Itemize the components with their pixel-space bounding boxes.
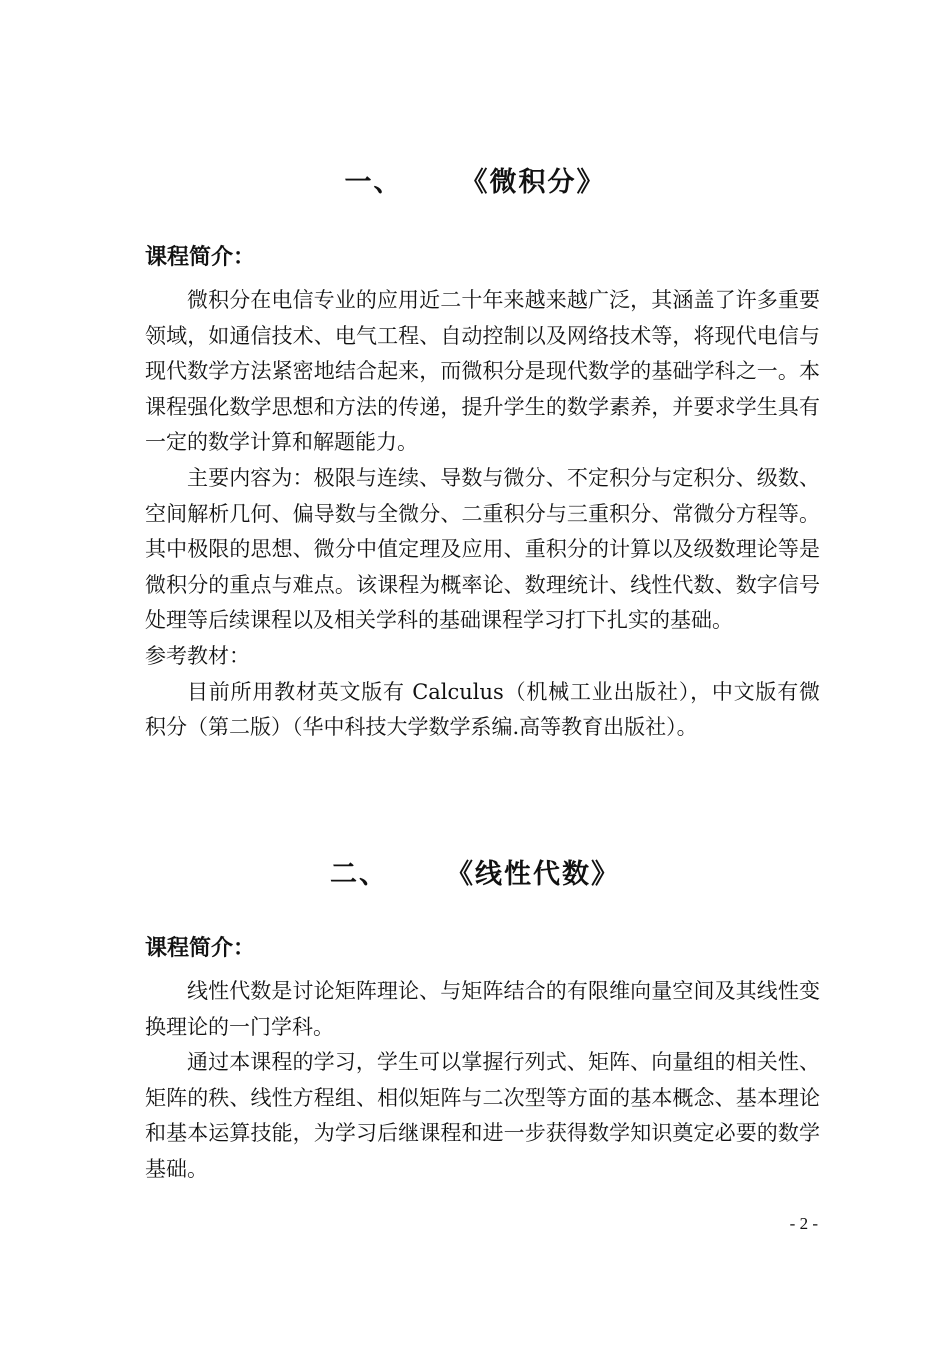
section2-body	[145, 974, 820, 1188]
section1-title: 《微积分》	[460, 167, 606, 198]
section1-paragraph-2: 主要内容为：极限与连续、导数与微分、不定积分与定积分、级数、空间解析几何、偏导数与全微分、二重积分与三重积分、常微分方程等。其中极限的思想、微分中值定理及应用、重积分的计算以及级数理论等是微积分的重点与难点。该课程为概率论、数理统计、线性代数、数字信号处理等后续课程以及相关学科的基础课程学习打下扎实的基础。	[145, 465, 820, 633]
section1-paragraph-1: 微积分在电信专业的应用近二十年来越来越广泛，其涵盖了许多重要领域，如通信技术、电气工程、自动控制以及网络技术等，将现代电信与现代数学方法紧密地结合起来，而微积分是现代数学的基础学科之一。本课程强化数学思想和方法的传递，提升学生的数学素养，并要求学生具有一定的数学计算和解题能力。	[145, 288, 820, 455]
section1-body	[145, 283, 820, 746]
section2-number: 二、	[330, 859, 388, 890]
page-number: - 2 -	[789, 1214, 818, 1233]
section1-reference-label: 参考教材：	[145, 643, 250, 668]
section2-intro-heading: 课程简介：	[145, 936, 256, 961]
section2-paragraph-2: 通过本课程的学习，学生可以掌握行列式、矩阵、向量组的相关性、矩阵的秩、线性方程组、相似矩阵与二次型等方面的基本概念、基本理论和基本运算技能，为学习后继课程和进一步获得数学知识奠定必要的数学基础。	[145, 1050, 820, 1181]
section2-heading	[0, 852, 950, 891]
section1-heading	[0, 160, 950, 199]
section2-title: 《线性代数》	[446, 859, 620, 890]
section1-reference-text: 目前所用教材英文版有 Calculus（机械工业出版社），中文版有微积分（第二版）（华中科技大学数学系编.高等教育出版社）。	[145, 679, 820, 740]
section2-paragraph-1: 线性代数是讨论矩阵理论、与矩阵结合的有限维向量空间及其线性变换理论的一门学科。	[145, 979, 820, 1039]
section1-number: 一、	[344, 167, 403, 198]
section1-intro-heading: 课程简介：	[145, 245, 256, 270]
